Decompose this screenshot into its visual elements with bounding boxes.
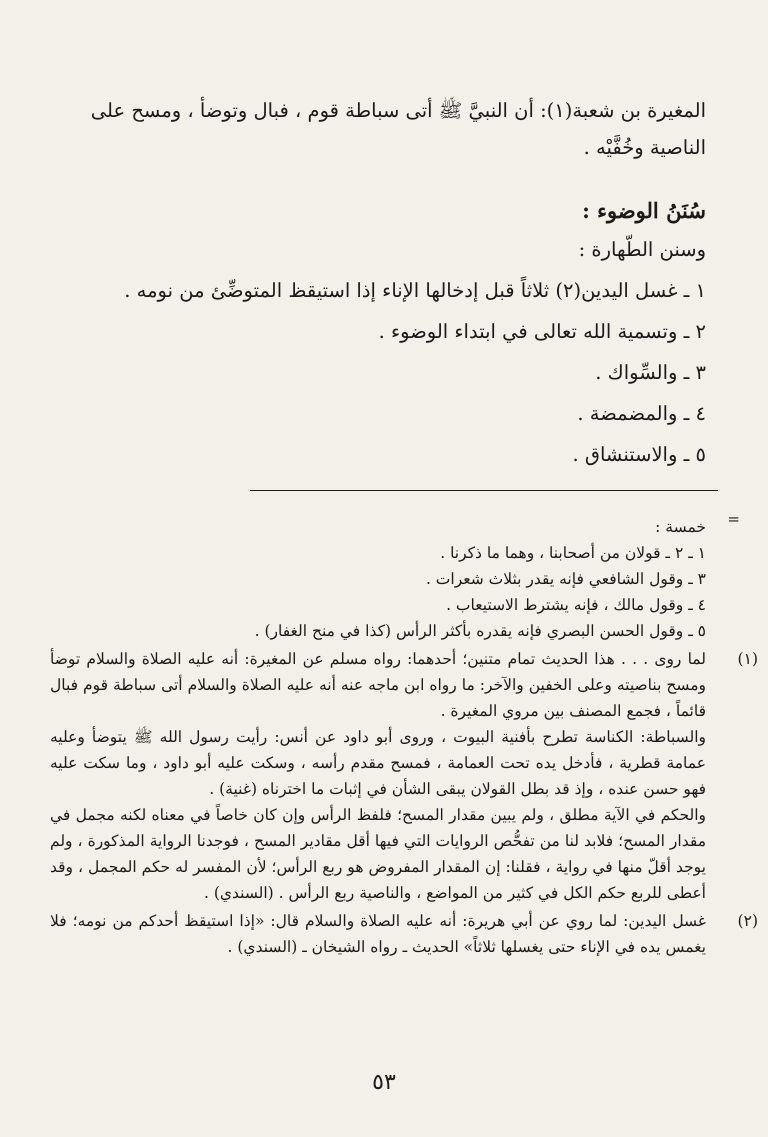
list-item: ٤ ـ والمضمضة . [577, 402, 706, 425]
list-item: ١ ـ غسل اليدين(٢) ثلاثاً قبل إدخالها الإناء إذا استيقظ المتوضِّئ من نومه . [124, 279, 706, 302]
section-subheading: وسنن الطّهارة : [578, 238, 706, 261]
footnote-line: ٣ ـ وقول الشافعي فإنه يقدر بثلاث شعرات . [425, 570, 706, 588]
list-item: ٣ ـ والسِّواك . [595, 361, 706, 384]
footnote-line: خمسة : [655, 518, 706, 536]
list-item: ٥ ـ والاستنشاق . [572, 443, 706, 466]
footnote-paragraph: غسل اليدين: لما روي عن أبي هريرة: أنه عليه الصلاة والسلام قال: «إذا استيقظ أحدكم من نومه؛ فلا يغمس يده في الإناء حتى يغسلها ثلاثاً» الحديث ـ رواه الشيخان ـ (السندي) . [50, 912, 706, 956]
main-text [48, 92, 706, 473]
footnote-paragraph: والحكم في الآية مطلق ، ولم يبين مقدار المسح؛ فلفظ الرأس وإن كان خاصاً في معناه لكنه مجمل في مقدار المسح؛ فلابد لنا من تفحُّص الروايات التي فيها أقل مقادير المسح ، فوجدنا الرواية المذكورة ، ولم يوجد أقلّ منها في رواية ، فقلنا: إن المقدار المفروض هو ربع الرأس؛ لأن المفسر له حكم المجمل ، وقد أعطى للربع حكم الكل في كثير من المواضع ، والناصية ربع الرأس . (السندي) . [50, 806, 706, 902]
section-heading: سُنَنُ الوضوء : [582, 198, 706, 223]
footnote-separator [250, 490, 718, 491]
continuation-mark: = [727, 510, 740, 528]
footnote-paragraph: لما روى . . . هذا الحديث تمام متنين؛ أحدهما: رواه مسلم عن المغيرة: أنه عليه الصلاة والسلام توضأ ومسح بناصيته وعلى الخفين والآخر: ما رواه ابن ماجه عنه أنه عليه الصلاة والسلام أتى سباطة قوم فبال قائماً ، فجمع المصنف بين مروي المغيرة . [50, 650, 706, 720]
list-item: ٢ ـ وتسمية الله تعالى في ابتداء الوضوء . [378, 320, 706, 343]
main-line-2: الناصية وخُفَّيْه . [583, 136, 706, 159]
main-line-1: المغيرة بن شعبة(١): أن النبيَّ ﷺ أتى سباطة قوم ، فبال وتوضأ ، ومسح على [90, 99, 706, 122]
footnote-line: ١ ـ ٢ ـ قولان من أصحابنا ، وهما ما ذكرنا . [440, 544, 706, 562]
footnote-marker: (٢) [737, 912, 758, 930]
footnote-line: ٥ ـ وقول الحسن البصري فإنه يقدره بأكثر الرأس (كذا في منح الغفار) . [254, 622, 706, 640]
footnote-marker: (١) [737, 650, 758, 668]
footnote-1 [50, 646, 758, 906]
footnote-paragraph: والسباطة: الكناسة تطرح بأفنية البيوت ، وروى أبو داود عن أنس: رأيت رسول الله ﷺ يتوضأ وعليه عمامة قطرية ، فأدخل يده تحت العمامة ، فمسح مقدم رأسه ، وسكت عليه أبو داود ، وما سكت عليه فهو حسن عنده ، وإذ قد بطل القولان يبقى الشأن في إثبات ما اخترناه (غنية) . [50, 728, 706, 798]
footnote-2 [50, 908, 758, 960]
page-number: ٥٣ [372, 1070, 396, 1095]
footnote-line: ٤ ـ وقول مالك ، فإنه يشترط الاستيعاب . [446, 596, 706, 614]
footnotes [50, 514, 758, 960]
